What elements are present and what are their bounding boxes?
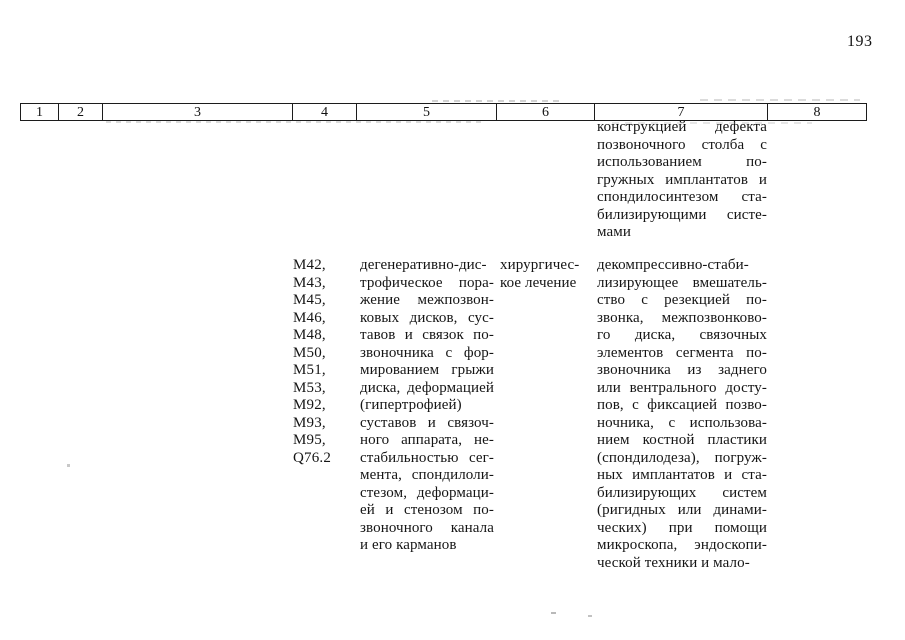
text-line: ковых дисков, сус-: [360, 309, 494, 326]
text-line: жение межпозвон-: [360, 292, 494, 308]
text-line: ей и стенозом по-: [360, 502, 494, 518]
text-line: ство с резекцией по-: [597, 292, 767, 308]
table-header-cell-8: 8: [813, 104, 821, 120]
table-header-cell-2: 2: [59, 104, 103, 120]
text-line: билизирующих систем: [597, 484, 767, 501]
text-line: позвоночного столба с: [597, 136, 767, 153]
scan-noise: [106, 121, 486, 123]
text-line: декомпрессивно-стаби-: [597, 257, 749, 273]
table-header-cell-4: 4: [293, 104, 357, 120]
text-line: ческой техники и мало-: [597, 554, 750, 571]
table-header-cell-1: 1: [21, 104, 59, 120]
text-line: M45,: [293, 292, 326, 308]
text-line: звонка, межпозвонково-: [597, 309, 767, 326]
text-line: M48,: [293, 327, 326, 343]
text-line: ночника, с использова-: [597, 414, 767, 431]
text-line: трофическое пора-: [360, 274, 494, 291]
text-line: билизирующими систе-: [597, 206, 767, 223]
text-line: звоночного канала: [360, 519, 494, 536]
text-line: и его карманов: [360, 537, 457, 553]
table-header-cell-6: 6: [497, 104, 595, 120]
text-line: дегенеративно-дис-: [360, 257, 487, 273]
text-line: M51,: [293, 362, 326, 378]
page-number: 193: [847, 33, 873, 50]
text-line: M53,: [293, 379, 326, 396]
method-continuation-text: [597, 119, 767, 242]
text-line: M93,: [293, 414, 326, 431]
text-line: звоночника с фор-: [360, 344, 494, 361]
text-line: ного аппарата, не-: [360, 432, 494, 448]
text-line: (ригидных или динами-: [597, 502, 767, 518]
text-line: пов, с фиксацией позво-: [597, 397, 767, 413]
text-line: конструкцией дефекта: [597, 119, 767, 135]
table-header-cell-5: 5: [357, 104, 497, 120]
text-line: мами: [597, 224, 631, 240]
diagnosis-text: [360, 257, 494, 555]
text-line: нием костной пластики: [597, 432, 767, 448]
text-line: мированием грыжи: [360, 362, 494, 378]
scan-noise: [588, 615, 592, 617]
text-line: использованием по-: [597, 154, 767, 170]
text-line: ных имплантатов и ста-: [597, 467, 767, 483]
text-line: (гипертрофией): [360, 397, 462, 413]
text-line: M92,: [293, 397, 326, 413]
text-line: микроскопа, эндоскопи-: [597, 537, 767, 553]
scan-noise: [700, 99, 860, 101]
scan-noise: [67, 464, 70, 467]
text-line: тавов и связок по-: [360, 327, 494, 343]
text-line: звоночника из заднего: [597, 362, 767, 378]
text-line: или вентрального досту-: [597, 379, 767, 396]
text-line: элементов сегмента по-: [597, 344, 767, 361]
text-line: M50,: [293, 344, 326, 361]
scan-noise: [432, 100, 560, 102]
text-line: стезом, деформаци-: [360, 484, 494, 501]
icd-codes-column: [293, 257, 353, 467]
text-line: лизирующее вмешатель-: [597, 274, 767, 291]
text-line: мента, спондилоли-: [360, 467, 494, 483]
text-line: (спондилодеза), погруж-: [597, 449, 767, 466]
table-header-cell-3: 3: [103, 104, 293, 120]
text-line: суставов и связоч-: [360, 414, 494, 431]
text-line: M43,: [293, 274, 326, 291]
text-line: го диска, связочных: [597, 327, 767, 343]
text-line: стабильностью сег-: [360, 449, 494, 466]
text-line: M46,: [293, 309, 326, 326]
text-line: ческих) при помощи: [597, 519, 767, 536]
treatment-type-text: [500, 257, 595, 292]
text-line: хирургичес-: [500, 257, 580, 273]
text-line: спондилосинтезом ста-: [597, 189, 767, 205]
text-line: Q76.2: [293, 449, 332, 466]
text-line: гружных имплантатов и: [597, 171, 767, 188]
text-line: M95,: [293, 432, 326, 448]
scan-noise: [551, 612, 556, 614]
surgery-method-text: [597, 257, 767, 572]
text-line: диска, деформацией: [360, 379, 494, 396]
text-line: кое лечение: [500, 274, 577, 291]
text-line: M42,: [293, 257, 326, 273]
table-header-cell-7: 7: [595, 104, 768, 120]
